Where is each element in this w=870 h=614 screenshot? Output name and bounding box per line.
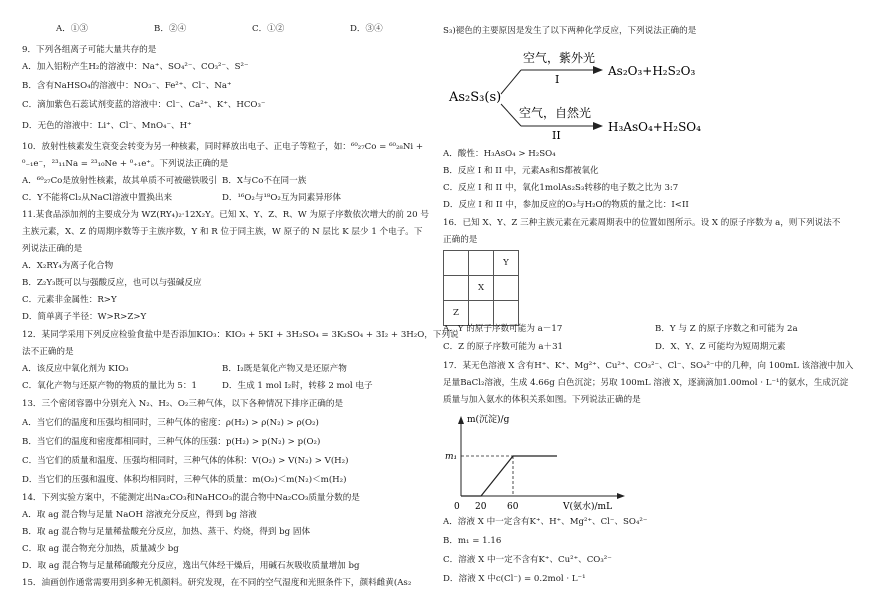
m1-label: m₁ (445, 452, 458, 462)
question-12-options-row-1 (22, 364, 422, 375)
question-17-option-c: C．溶液 X 中一定不含有K⁺、Cu²⁺、CO₃²⁻ (443, 555, 612, 565)
question-13-option-b: B．当它们的温度和密度都相同时，三种气体的压强：p(H₂) > p(N₂) > p(O₂) (22, 437, 321, 447)
question-12-option-a: A．该反应中氧化剂为 KIO₃ (22, 364, 129, 374)
question-17-stem-2: 足量BaCl₂溶液，生成 4.66g 白色沉淀；另取 100mL 溶液 X，逐滴滴加1.00mol · L⁻¹的氨水，生成沉淀 (443, 378, 849, 388)
question-16-option-b: B．Y 与 Z 的原子序数之和可能为 2a (655, 324, 798, 334)
question-12-stem-2: 法不正确的是 (22, 347, 74, 357)
product-bottom: H₃AsO₄+H₂SO₄ (608, 120, 701, 134)
question-15-stem-continued: S₃)褪色的主要原因是发生了以下两种化学反应，下列说法正确的是 (443, 26, 697, 36)
question-10-stem-2: ⁰₋₁e⁻，²³₁₁Na = ²³₁₀Ne + ⁰₊₁e⁺。下列说法正确的是 (22, 159, 229, 169)
question-12-options-row-2 (22, 381, 422, 392)
cell-x: X (469, 276, 494, 301)
cell-y: Y (494, 251, 519, 276)
question-10-option-a: A．⁶⁰₂₇Co是放射性核素，故其单质不可被磁铁吸引 (22, 176, 218, 186)
question-9-option-b: B．含有NaHSO₄的溶液中：NO₃⁻、Fe²⁺、Cl⁻、Na⁺ (22, 81, 232, 91)
option-b: B．②④ (154, 24, 187, 34)
y-axis-arrow (458, 416, 464, 424)
precipitate-curve (461, 456, 557, 496)
question-14-option-c: C．取 ag 混合物充分加热，质量减少 bg (22, 544, 179, 554)
question-16-option-d: D．X、Y、Z 可能均为短周期元素 (655, 342, 786, 352)
question-10-options-row-1 (22, 176, 422, 187)
question-9-option-d: D．无色的溶液中：Li⁺、Cl⁻、MnO₄⁻、H⁺ (22, 121, 192, 131)
previous-question-options (56, 24, 448, 35)
option-a: A．①③ (56, 24, 88, 34)
question-12-option-c: C．氧化产物与还原产物的物质的量比为 5：1 (22, 381, 197, 391)
question-11-stem-1: 11.某食品添加剂的主要成分为 WZ(RY₄)₂·12X₂Y。已知 X、Y、Z、R、W 为原子序数依次增大的前 20 号 (22, 210, 429, 220)
question-14-option-d: D．取 ag 混合物与足量稀硫酸充分反应，逸出气体经干燥后，用碱石灰吸收质量增加 bg (22, 561, 360, 571)
question-15-option-c: C．反应 I 和 II 中，氧化1molAs₂S₃转移的电子数之比为 3:7 (443, 183, 679, 193)
question-12-stem-1: 12．某同学采用下列反应检验食盐中是否添加KIO₃：KIO₃ + 5KI + 3H₂SO₄ = 3K₂SO₄ + 3I₂ + 3H₂O，下列说 (22, 330, 459, 340)
tick-60: 60 (507, 502, 519, 512)
question-17-option-a: A．溶液 X 中一定含有K⁺、H⁺、Mg²⁺、Cl⁻、SO₄²⁻ (443, 517, 648, 527)
question-13-option-d: D．当它们的压强和温度、体积均相同时，三种气体的质量：m(O₂)＜m(N₂)＜m(H₂) (22, 475, 347, 485)
question-16-options-row-1 (443, 324, 855, 335)
question-10-option-d: D．¹⁶O₂与¹⁸O₂互为同素异形体 (222, 193, 341, 203)
x-axis-label: V(氨水)/mL (563, 502, 613, 512)
question-11-option-a: A．X₂RY₄为离子化合物 (22, 261, 114, 271)
x-axis-arrow (617, 493, 625, 499)
condition-bottom: 空气，自然光 (519, 106, 592, 120)
branch-line-bottom (501, 104, 521, 126)
question-10-option-b: B．X与Co不在同一族 (222, 176, 307, 186)
periodic-table-fragment (443, 250, 519, 326)
reaction-scheme (443, 44, 733, 140)
question-17-stem-3: 质量与加入氨水的体积关系如图。下列说法正确的是 (443, 395, 641, 405)
question-11-option-c: C．元素非金属性：R>Y (22, 295, 117, 305)
question-15-stem-start: 15．油画创作通常需要用到多种无机颜料。研究发现，在不同的空气湿度和光照条件下，颜料雌黄(As₂ (22, 578, 412, 588)
question-11-option-d: D．简单离子半径：W>R>Z>Y (22, 312, 147, 322)
product-top: As₂O₃+H₂S₂O₃ (608, 64, 696, 78)
question-12-option-d: D．生成 1 mol I₂时，转移 2 mol 电子 (222, 381, 373, 391)
question-16-option-c: C．Z 的原子序数可能为 a＋31 (443, 342, 564, 352)
question-16-options-row-2 (443, 342, 855, 353)
question-10-option-c: C．Y不能将Cl₂从NaCl溶液中置换出来 (22, 193, 173, 203)
question-9-option-c: C．滴加紫色石蕊试剂变蓝的溶液中：Cl⁻、Ca²⁺、K⁺、HCO₃⁻ (22, 100, 266, 110)
question-10-stem-1: 10．放射性核素发生衰变会转变为另一种核素，同时释放出电子、正电子等粒子，如：⁶⁰₂₇Co = ⁶⁰₂₈Ni + (22, 142, 424, 152)
question-10-options-row-2 (22, 193, 422, 204)
question-17-option-d: D．溶液 X 中c(Cl⁻) = 0.2mol · L⁻¹ (443, 574, 586, 584)
question-17-stem-1: 17．某无色溶液 X 含有H⁺、K⁺、Mg²⁺、Cu²⁺、CO₃²⁻、Cl⁻、SO₄²⁻中的几种，向 100mL 该溶液中加入 (443, 361, 854, 371)
tick-20: 20 (475, 502, 487, 512)
question-14-option-a: A．取 ag 混合物与足量 NaOH 溶液充分反应，得到 bg 溶液 (22, 510, 257, 520)
question-17-option-b: B．m₁ = 1.16 (443, 536, 502, 546)
question-12-option-b: B．I₂既是氧化产物又是还原产物 (222, 364, 347, 374)
question-14-stem: 14．下列实验方案中，不能测定出Na₂CO₃和NaHCO₃的混合物中Na₂CO₃质量分数的是 (22, 493, 360, 503)
arrow-head-bottom (593, 122, 603, 130)
cell-z: Z (444, 301, 469, 326)
question-13-option-c: C．当它们的质量和温度、压强均相同时，三种气体的体积：V(O₂) > V(N₂) > V(H₂) (22, 456, 349, 466)
question-13-stem: 13．三个密闭容器中分别充入 N₂、H₂、O₂三种气体，以下各种情况下排序正确的是 (22, 399, 344, 409)
origin-label: 0 (454, 502, 460, 512)
question-16-stem-2: 正确的是 (443, 235, 478, 245)
arrow-head-top (593, 66, 603, 74)
question-11-option-b: B．Z₂Y₃既可以与强酸反应，也可以与强碱反应 (22, 278, 202, 288)
option-d: D．③④ (350, 24, 383, 34)
question-15-option-d: D．反应 I 和 II 中，参加反应的O₂与H₂O的物质的量之比：I<II (443, 200, 689, 210)
question-9-stem: 9．下列各组离子可能大量共存的是 (22, 45, 157, 55)
question-11-stem-3: 列说法正确的是 (22, 244, 83, 254)
question-11-stem-2: 主族元素，X、Z 的周期序数等于主族序数，Y 和 R 位于同主族，W 原子的 N 层比 K 层少 1 个电子。下 (22, 227, 423, 237)
question-9-option-a: A．加入铝粉产生H₂的溶液中：Na⁺、SO₄²⁻、CO₃²⁻、S²⁻ (22, 62, 249, 72)
reactant-as2s3: As₂S₃(s) (449, 90, 502, 105)
question-14-option-b: B．取 ag 混合物与足量稀盐酸充分反应，加热、蒸干、灼烧，得到 bg 固体 (22, 527, 311, 537)
question-13-option-a: A．当它们的温度和压强均相同时，三种气体的密度：ρ(H₂) > ρ(N₂) > ρ(O₂) (22, 418, 319, 428)
question-15-option-b: B．反应 I 和 II 中，元素As和S都被氧化 (443, 166, 599, 176)
question-16-stem-1: 16．已知 X、Y、Z 三种主族元素在元素周期表中的位置如图所示。设 X 的原子序数为 a，则下列说法不 (443, 218, 841, 228)
precipitate-graph (443, 410, 633, 512)
option-c: C．①② (252, 24, 285, 34)
branch-line-top (501, 70, 521, 94)
y-axis-label: m(沉淀)/g (467, 415, 510, 425)
question-16-option-a: A．Y 的原子序数可能为 a－17 (443, 324, 563, 334)
reaction-label-i: I (555, 73, 560, 86)
reaction-label-ii: II (552, 129, 561, 140)
question-15-option-a: A．酸性：H₃AsO₄ > H₂SO₄ (443, 149, 556, 159)
condition-top: 空气，紫外光 (523, 51, 596, 65)
